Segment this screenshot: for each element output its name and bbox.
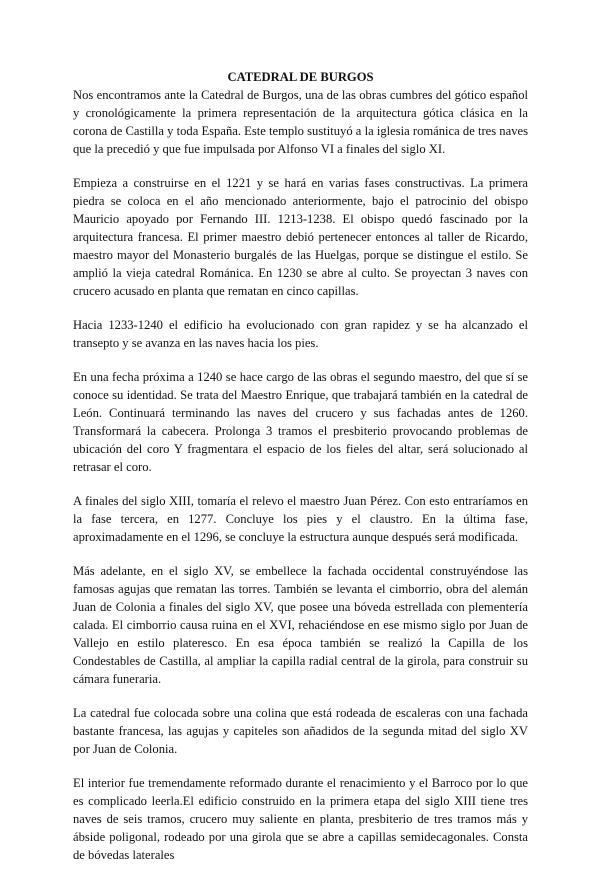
- document-title: CATEDRAL DE BURGOS: [227, 70, 374, 84]
- paragraph-second-master: En una fecha próxima a 1240 se hace cargo de las obras el segundo maestro, del que sí se conoce su identidad. Se trata del Maestro Enrique, que trabajará también en la catedral de León. Continuará terminando las naves del crucero y sus fachadas antes de 1260. Transformará la cabecera. Prolonga 3 tramos el presbiterio provocando problemas de ubicación del coro Y fragmentara el espacio de los fieles del altar, será solucionado al retrasar el coro.: [73, 370, 528, 474]
- paragraph-interior: El interior fue tremendamente reformado durante el renacimiento y el Barroco por lo que es complicado leerla.El edificio construido en la primera etapa del siglo XIII tiene tres naves de seis tramos, crucero muy saliente en planta, presbiterio de tres tramos más y ábside poligonal, rodeado por una girola que se abre a capillas semidecagonales. Consta de bóvedas laterales: [73, 776, 528, 862]
- paragraph-evolution: Hacia 1233-1240 el edificio ha evolucionado con gran rapidez y se ha alcanzado el transepto y se avanza en las naves hacia los pies.: [73, 318, 528, 350]
- paragraph-construction: Empieza a construirse en el 1221 y se hará en varias fases constructivas. La primera piedra se coloca en el año mencionado anteriormente, bajo el patrocinio del obispo Mauricio apoyado por Fernando III. 1213-1238. El obispo quedó fascinado por la arquitectura francesa. El primer maestro debió pertenecer entonces al taller de Ricardo, maestro mayor del Monasterio burgalés de las Huelgas, porque se distingue el estilo. Se amplió la vieja catedral Románica. En 1230 se abre al culto. Se proyectan 3 naves con crucero acusado en planta que rematan en cinco capillas.: [73, 176, 528, 298]
- paragraph-third-master: A finales del siglo XIII, tomaría el relevo el maestro Juan Pérez. Con esto entraríamos en la fase tercera, en 1277. Concluye los pies y el claustro. En la última fase, aproximadamente en el 1296, se concluye la estructura aunque después será modificada.: [73, 494, 528, 544]
- paragraph-location: La catedral fue colocada sobre una colina que está rodeada de escaleras con una fachada bastante francesa, las agujas y capiteles son añadidos de la segunda mitad del siglo XV por Juan de Colonia.: [73, 706, 528, 756]
- paragraph-intro: Nos encontramos ante la Catedral de Burgos, una de las obras cumbres del gótico español y cronológicamente la primera representación de la arquitectura gótica clásica en la corona de Castilla y toda España. Este templo sustituyó a la iglesia románica de tres naves que la precedió y que fue impulsada por Alfonso VI a finales del siglo XI.: [73, 88, 528, 156]
- paragraph-fifteenth-century: Más adelante, en el siglo XV, se embellece la fachada occidental construyéndose las famosas agujas que rematan las torres. También se levanta el cimborrio, obra del alemán Juan de Colonia a finales del siglo XV, que posee una bóveda estrellada con plementería calada. El cimborrio causa ruina en el XVI, rehaciéndose en ese mismo siglo por Juan de Vallejo en estilo plateresco. En esa época también se realizó la Capilla de los Condestables de Castilla, al ampliar la capilla radial central de la girola, para construir su cámara funeraria.: [73, 564, 528, 686]
- document-page: [73, 68, 528, 880]
